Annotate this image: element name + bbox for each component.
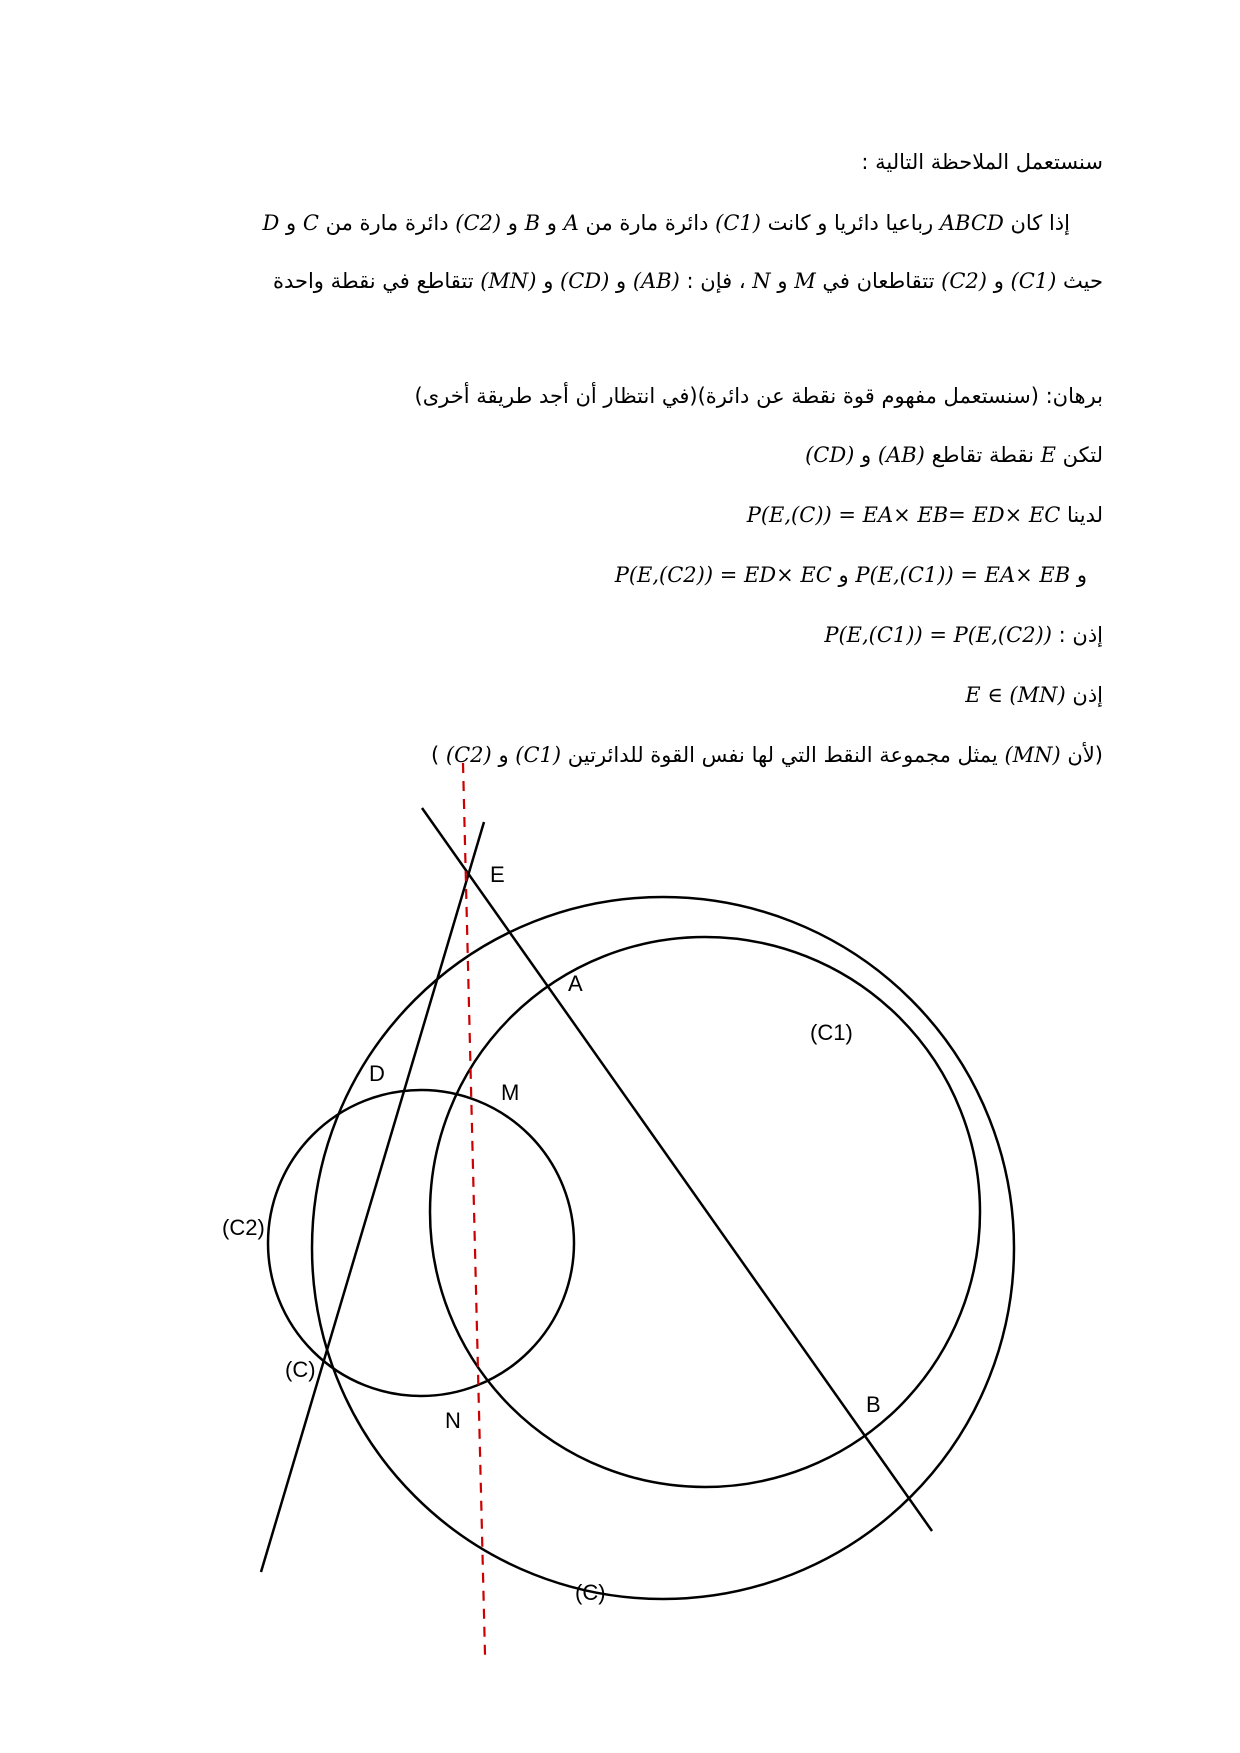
math-point-a: A — [563, 211, 579, 235]
proof-text: نقطة تقاطع — [931, 443, 1034, 467]
lemma-text: دائرة مارة من — [325, 211, 449, 235]
math-line-ab: (AB) — [877, 443, 925, 467]
line-cd — [261, 822, 484, 1572]
label-point-n: N — [445, 1408, 461, 1433]
lemma-text: دائرة مارة من — [585, 211, 709, 235]
formula-power-c1: P(E,(C1)) = EA× EB — [855, 563, 1071, 587]
proof-label: إذن — [1072, 683, 1103, 707]
math-point-c: C — [302, 211, 319, 235]
conjunction: و — [838, 563, 849, 587]
circle-c2 — [268, 1090, 574, 1396]
label-point-d: D — [369, 1061, 385, 1086]
conjunction: و — [546, 211, 557, 235]
proof-label: لدينا — [1066, 503, 1103, 527]
math-point-n: N — [752, 269, 771, 293]
conjunction: و — [498, 743, 509, 767]
conjunction: و — [543, 269, 554, 293]
math-point-e: E — [1040, 443, 1056, 467]
proof-text: (لأن — [1067, 743, 1103, 767]
label-circle-c1: (C1) — [810, 1020, 853, 1045]
line-mn-dashed — [463, 763, 485, 1655]
conjunction: و — [777, 269, 788, 293]
label-point-m: M — [501, 1080, 520, 1105]
conjunction: و — [507, 211, 518, 235]
proof-intro: برهان: (سنستعمل مفهوم قوة نقطة عن دائرة)(في انتظار أن أجد طريقة أخرى) — [414, 384, 1103, 408]
math-circle-c1: (C1) — [515, 743, 562, 767]
math-line-cd: (CD) — [560, 269, 610, 293]
math-point-m: M — [794, 269, 816, 293]
proof-text: لتكن — [1062, 443, 1103, 467]
math-line-ab: (AB) — [632, 269, 680, 293]
proof-text: يمثل مجموعة النقط التي لها نفس القوة للدائرتين — [567, 743, 998, 767]
formula-e-in-mn: E ∈ (MN) — [965, 683, 1066, 707]
conjunction: و — [1076, 563, 1087, 587]
circle-c — [312, 897, 1014, 1599]
math-quadrilateral: ABCD — [939, 211, 1004, 235]
lemma-text: تتقاطع في نقطة واحدة — [272, 269, 474, 293]
label-circle-c: (C) — [575, 1580, 606, 1605]
math-circle-c2: (C2) — [455, 211, 502, 235]
math-circle-c1: (C1) — [715, 211, 761, 235]
circle-c1 — [430, 937, 980, 1487]
conjunction: و — [285, 211, 297, 235]
label-point-c: (C) — [285, 1357, 316, 1382]
formula-equal-powers: P(E,(C1)) = P(E,(C2)) — [824, 623, 1052, 647]
lemma-text: تتقاطعان في — [822, 269, 935, 293]
math-circle-c2: (C2) — [445, 743, 492, 767]
math-line-mn: (MN) — [480, 269, 537, 293]
math-point-d: D — [262, 211, 280, 235]
lemma-text: ، فإن : — [686, 269, 746, 293]
line-ab — [422, 808, 932, 1531]
formula-power-c: P(E,(C)) = EA× EB= ED× EC — [746, 503, 1061, 527]
math-point-b: B — [524, 211, 541, 235]
math-circle-c1: (C1) — [1010, 269, 1057, 293]
label-point-e: E — [490, 862, 505, 887]
formula-power-c2: P(E,(C2)) = ED× EC — [614, 563, 832, 587]
proof-label: إذن : — [1058, 623, 1103, 647]
section-heading: سنستعمل الملاحظة التالية : — [861, 150, 1103, 174]
label-point-a: A — [568, 971, 583, 996]
proof-text: ) — [431, 743, 440, 767]
lemma-text: إذا كان — [1010, 211, 1070, 235]
conjunction: و — [861, 443, 872, 467]
label-point-b: B — [866, 1392, 881, 1417]
conjunction: و — [993, 269, 1004, 293]
label-circle-c2: (C2) — [222, 1215, 265, 1240]
math-line-mn: (MN) — [1004, 743, 1061, 767]
math-line-cd: (CD) — [805, 443, 855, 467]
lemma-text: حيث — [1063, 269, 1103, 293]
conjunction: و — [616, 269, 627, 293]
lemma-text: رباعيا دائريا و كانت — [767, 211, 934, 235]
math-circle-c2: (C2) — [941, 269, 987, 293]
